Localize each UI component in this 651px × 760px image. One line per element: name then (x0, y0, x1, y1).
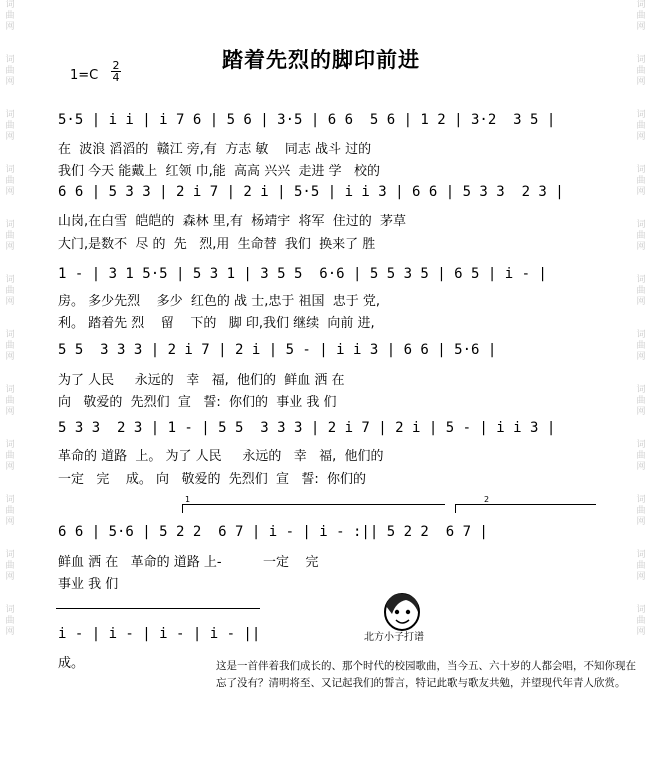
watermark-text: 词曲网 (636, 165, 646, 197)
watermark-text: 词曲网 (636, 55, 646, 87)
watermark-text: 词曲网 (636, 220, 646, 252)
watermark-text: 词曲网 (5, 0, 15, 32)
watermark-text: 词曲网 (636, 550, 646, 582)
lyric-line-6b: 事业 我 们 (58, 577, 119, 592)
watermark-right (633, 0, 649, 760)
watermark-text: 词曲网 (5, 275, 15, 307)
song-title: 踏着先烈的脚印前进 (222, 48, 420, 72)
meter-bottom: 4 (112, 71, 120, 84)
watermark-text: 词曲网 (636, 495, 646, 527)
watermark-text: 词曲网 (5, 330, 15, 362)
lyric-line-5a: 革命的 道路 上。 为了 人民 永远的 幸 福, 他们的 (58, 449, 384, 464)
transcriber-credit: 北方小子打谱 (364, 632, 424, 643)
watermark-text: 词曲网 (5, 165, 15, 197)
meter-top: 2 (112, 59, 120, 72)
notation-line-6: 6 6 | 5·6 | 5 2 2 6 7 | i - | i - :|| 5 2 2 6 7 | (58, 524, 488, 540)
lyric-line-1b: 我们 今天 能戴上 红领 巾,能 高高 兴兴 走进 学 校的 (58, 164, 380, 179)
watermark-text: 词曲网 (5, 385, 15, 417)
lyric-line-1a: 在 波浪 滔滔的 赣江 旁,有 方志 敏 同志 战斗 过的 (58, 142, 372, 157)
watermark-text: 词曲网 (5, 220, 15, 252)
lyric-line-4a: 为了 人民 永远的 幸 福, 他们的 鲜血 洒 在 (58, 373, 345, 388)
time-signature (111, 60, 121, 83)
watermark-text: 词曲网 (636, 440, 646, 472)
lyric-line-4b: 向 敬爱的 先烈们 宣 誓: 你们的 事业 我 们 (58, 395, 337, 410)
watermark-text: 词曲网 (5, 440, 15, 472)
watermark-text: 词曲网 (636, 330, 646, 362)
watermark-text: 词曲网 (636, 0, 646, 32)
lyric-line-7: 成。 (58, 656, 85, 671)
watermark-left (2, 0, 18, 760)
lyric-line-3a: 房。 多少先烈 多少 红色的 战 士,忠于 祖国 忠于 党, (58, 294, 380, 309)
notation-line-2: 6 6 | 5 3 3 | 2 i 7 | 2 i | 5·5 | i i 3 | 6 6 | 5 3 3 2 3 | (58, 184, 564, 200)
watermark-text: 词曲网 (636, 605, 646, 637)
watermark-text: 词曲网 (5, 495, 15, 527)
song-note-paragraph: 这是一首伴着我们成长的、那个时代的校园歌曲，当今五、六十岁的人都会唱，不知你现在忘了没有？清明将至、又记起我们的誓言，特记此歌与歌友共勉，并望现代年青人欣赏。 (216, 660, 636, 689)
notation-line-3: 1 - | 3 1 5·5 | 5 3 1 | 3 5 5 6·6 | 5 5 3 5 | 6 5 | i - | (58, 266, 547, 282)
watermark-text: 词曲网 (5, 55, 15, 87)
key-signature: 1=C (70, 68, 99, 83)
watermark-text: 词曲网 (636, 110, 646, 142)
first-ending-bracket (182, 495, 445, 513)
notation-line-7: i - | i - | i - | i - || (58, 626, 261, 642)
watermark-text: 词曲网 (5, 550, 15, 582)
notation-line-4: 5 5 3 3 3 | 2 i 7 | 2 i | 5 - | i i 3 | 6 6 | 5·6 | (58, 342, 497, 358)
lyric-line-3b: 利。 踏着先 烈 留 下的 脚 印,我们 继续 向前 进, (58, 316, 375, 331)
watermark-text: 词曲网 (636, 275, 646, 307)
notation-line-5: 5 3 3 2 3 | 1 - | 5 5 3 3 3 | 2 i 7 | 2 i | 5 - | i i 3 | (58, 420, 556, 436)
notation-line-1: 5·5 | i i | i 7 6 | 5 6 | 3·5 | 6 6 5 6 | 1 2 | 3·2 3 5 | (58, 112, 556, 128)
watermark-text: 词曲网 (5, 605, 15, 637)
second-ending-bracket (455, 495, 596, 513)
watermark-text: 词曲网 (636, 385, 646, 417)
lyric-line-2a: 山岗,在白雪 皑皑的 森林 里,有 杨靖宇 将军 住过的 茅草 (58, 214, 406, 229)
lyric-line-2b: 大门,是数不 尽 的 先 烈,用 生命替 我们 换来了 胜 (58, 237, 376, 252)
cartoon-avatar-icon (380, 590, 424, 632)
lyric-line-5b: 一定 完 成。 向 敬爱的 先烈们 宣 誓: 你们的 (58, 472, 367, 487)
second-ending-number: 2 (484, 495, 490, 504)
watermark-text: 词曲网 (5, 110, 15, 142)
first-ending-number: 1 (185, 495, 191, 504)
tie-line (56, 608, 260, 609)
lyric-line-6a: 鲜血 洒 在 革命的 道路 上- 一定 完 (58, 555, 319, 570)
